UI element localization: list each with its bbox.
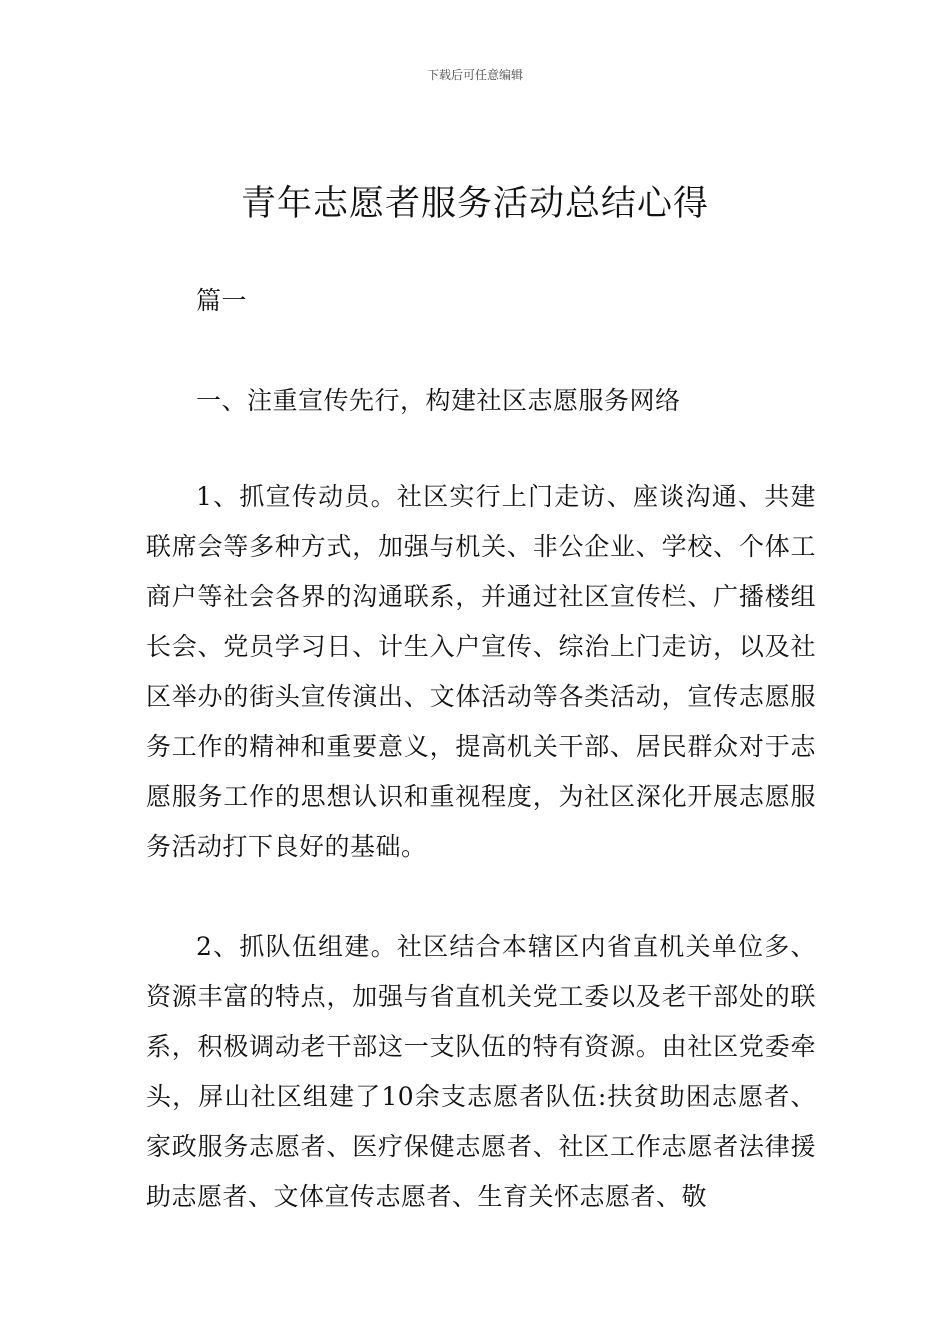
body-paragraph: 2、抓队伍组建。社区结合本辖区内省直机关单位多、资源丰富的特点，加强与省直机关党工委以及老干部处的联系，积极调动老干部这一支队伍的特有资源。由社区党委牵头，屏山社区组建了10余支志愿者队伍:扶贫助困志愿者、家政服务志愿者、医疗保健志愿者、社区工作志愿者法律援助志愿者、文体宣传志愿者、生育关怀志愿者、敬: [146, 932, 816, 1211]
header-watermark: 下载后可任意编辑: [426, 68, 523, 82]
document-title: 青年志愿者服务活动总结心得: [240, 184, 709, 224]
section-heading: 一、注重宣传先行，构建社区志愿服务网络: [196, 386, 681, 415]
body-paragraph: 1、抓宣传动员。社区实行上门走访、座谈沟通、共建联席会等多种方式，加强与机关、非公企业、学校、个体工商户等社会各界的沟通联系，并通过社区宣传栏、广播楼组长会、党员学习日、计生入户宣传、综治上门走访，以及社区举办的街头宣传演出、文体活动等各类活动，宣传志愿服务工作的精神和重要意义，提高机关干部、居民群众对于志愿服务工作的思想认识和重视程度，为社区深化开展志愿服务活动打下良好的基础。: [146, 482, 816, 861]
section-label: 篇一: [196, 286, 248, 315]
